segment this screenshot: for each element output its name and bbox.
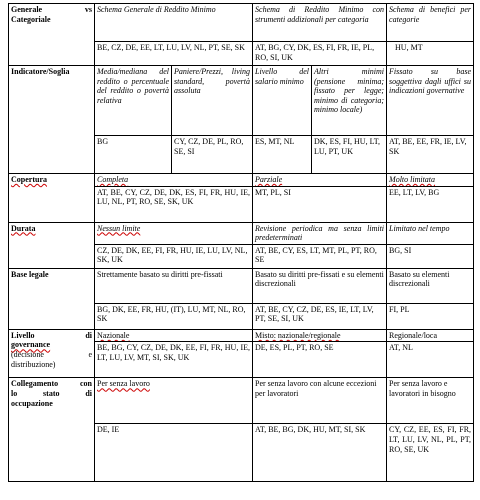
cell-countries: EE, LT, LV, BG bbox=[387, 186, 474, 222]
cell-countries: BG, DK, EE, FR, HU, (IT), LU, MT, NL, RO, SK bbox=[95, 303, 253, 329]
cell-indicator: Paniere/Prezzi, living standard, povertà assoluta bbox=[172, 66, 253, 136]
cell-countries: BG bbox=[95, 136, 172, 174]
cell-indicator: Livello del salario minimo bbox=[253, 66, 312, 136]
cell-scheme-additional: Schema di Reddito Minimo con strumenti addizionali per categoria bbox=[253, 4, 387, 42]
cell-governance: Misto: nazionale/regionale bbox=[253, 329, 387, 342]
cell-duration: Limitato nel tempo bbox=[387, 222, 474, 244]
cell-countries: AT, BE, EE, FR, IE, LV, SK bbox=[387, 136, 474, 174]
cell-countries: AT, BE, CY, CZ, DE, ES, IE, LT, LV, PT, SE, SI, UK bbox=[253, 303, 387, 329]
cell-countries: AT, BE, CY, ES, LT, MT, PL, PT, RO, SE bbox=[253, 244, 387, 268]
cell-legal-basis: Basato su diritti pre-fissati e su elementi discrezionali bbox=[253, 268, 387, 303]
row-label-base-legale: Base legale bbox=[9, 268, 95, 329]
cell-countries: AT, BE, BG, DK, HU, MT, SI, SK bbox=[253, 424, 387, 482]
cell-indicator: Media/mediana del reddito o percentuale del reddito o povertà relativa bbox=[95, 66, 172, 136]
table-row bbox=[9, 66, 474, 136]
cell-governance: Nazionale bbox=[95, 329, 253, 342]
cell-countries: DE, IE bbox=[95, 424, 253, 482]
cell-countries: DK, ES, FI, HU, LT, LU, PT, UK bbox=[312, 136, 387, 174]
cell-countries: CY, CZ, EE, ES, FI, FR, LT, LU, LV, NL, PL, PT, RO, SE, UK bbox=[387, 424, 474, 482]
cell-employment-link: Per senza lavoro bbox=[95, 378, 253, 424]
cell-countries: AT, BG, CY, DK, ES, FI, FR, IE, PL, RO, SI, UK bbox=[253, 42, 387, 66]
row-label-governance: Livello di governance (decisione e distribuzione) bbox=[9, 329, 95, 378]
row-label-durata: Durata bbox=[9, 222, 95, 268]
cell-countries: BG, SI bbox=[387, 244, 474, 268]
cell-duration: Nessun limite bbox=[95, 222, 253, 244]
cell-countries: AT, NL bbox=[387, 342, 474, 378]
cell-indicator: Fissato su base soggettiva dagli uffici su indicazioni governative bbox=[387, 66, 474, 136]
cell-legal-basis: Strettamente basato su diritti pre-fissati bbox=[95, 268, 253, 303]
cell-countries: CZ, DE, DK, EE, FI, FR, HU, IE, LU, LV, NL, SK, UK bbox=[95, 244, 253, 268]
row-label-generale: Generale vs Categoriale bbox=[9, 4, 95, 66]
cell-countries: DE, ES, PL, PT, RO, SE bbox=[253, 342, 387, 378]
cell-countries: HU, MT bbox=[387, 42, 474, 66]
row-label-copertura: Copertura bbox=[9, 174, 95, 223]
cell-countries: MT, PL, SI bbox=[253, 186, 387, 222]
table-row bbox=[9, 329, 474, 342]
row-label-indicatore: Indicatore/Soglia bbox=[9, 66, 95, 174]
cell-countries: ES, MT, NL bbox=[253, 136, 312, 174]
cell-legal-basis: Basato su elementi discrezionali bbox=[387, 268, 474, 303]
cell-countries: AT, BE, CY, CZ, DE, DK, ES, FI, FR, HU, IE, LU, NL, PT, RO, SE, SK, UK bbox=[95, 186, 253, 222]
cell-employment-link: Per senza lavoro con alcune eccezioni per lavoratori bbox=[253, 378, 387, 424]
cell-countries: BE, BG, CY, CZ, DE, DK, EE, FI, FR, HU, IE, LT, LU, LV, MT, SI, SK, UK bbox=[95, 342, 253, 378]
table-row bbox=[9, 4, 474, 42]
cell-general-scheme: Schema Generale di Reddito Minimo bbox=[95, 4, 253, 42]
cell-countries: FI, PL bbox=[387, 303, 474, 329]
cell-category-scheme: Schema di benefici per categorie bbox=[387, 4, 474, 42]
cell-indicator: Altri minimi (pensione minima; fissato per legge; minimo di categoria; minimo locale) bbox=[312, 66, 387, 136]
cell-countries: BE, CZ, DE, EE, LT, LU, LV, NL, PT, SE, SK bbox=[95, 42, 253, 66]
table-row bbox=[9, 378, 474, 424]
cell-employment-link: Per senza lavoro e lavoratori in bisogno bbox=[387, 378, 474, 424]
table-row bbox=[9, 174, 474, 187]
table-row bbox=[9, 268, 474, 303]
cell-duration: Revisione periodica ma senza limiti predeterminati bbox=[253, 222, 387, 244]
cell-governance: Regionale/loca bbox=[387, 329, 474, 342]
cell-coverage: Molto limitata bbox=[387, 174, 474, 187]
cell-countries: CY, CZ, DE, PL, RO, SE, SI bbox=[172, 136, 253, 174]
cell-coverage: Parziale bbox=[253, 174, 387, 187]
table-row bbox=[9, 222, 474, 244]
cell-coverage: Completa bbox=[95, 174, 253, 187]
row-label-collegamento: Collegamento con lo stato di occupazione bbox=[9, 378, 95, 482]
welfare-comparison-table bbox=[8, 3, 474, 482]
